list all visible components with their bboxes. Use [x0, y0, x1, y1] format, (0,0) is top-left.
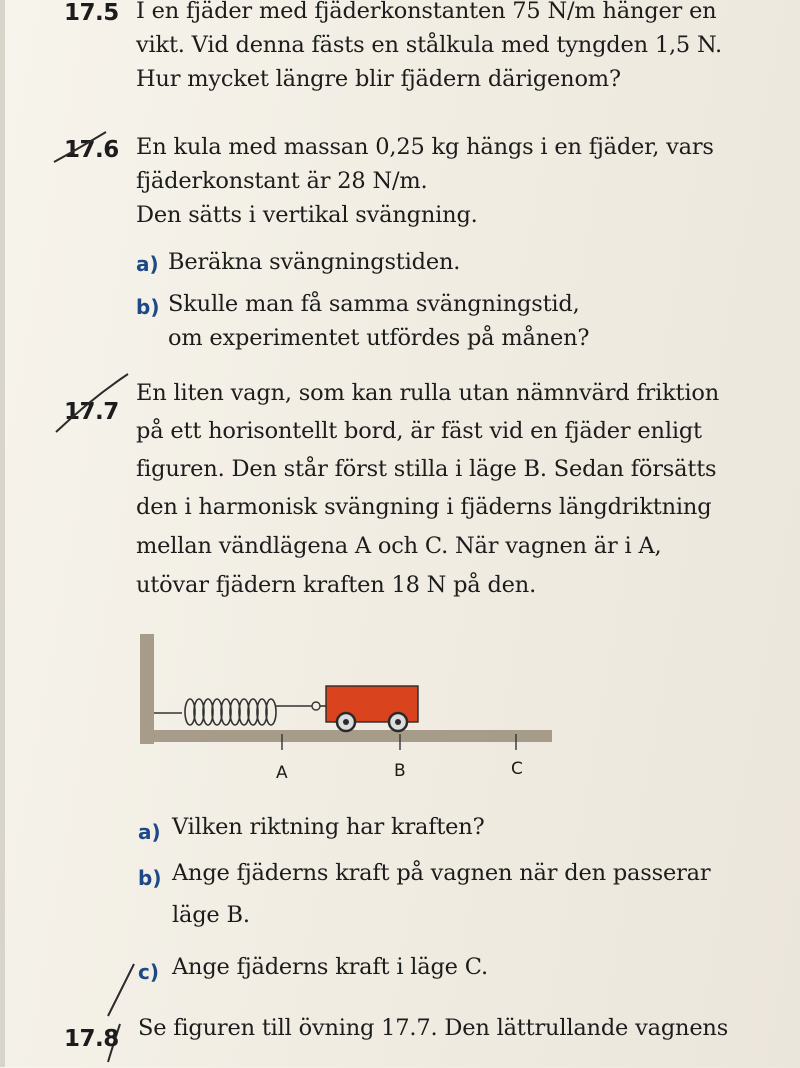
problem-text-line: fjäderkonstant är 28 N/m.	[136, 168, 428, 194]
page-margin-line	[0, 0, 5, 1067]
subquestion-label-a: a)	[136, 252, 159, 276]
wall	[140, 634, 154, 744]
spring-icon	[185, 699, 276, 725]
position-label-a: A	[276, 763, 288, 783]
subquestion-text: Vilken riktning har kraften?	[172, 814, 485, 840]
problem-text-line: Hur mycket längre blir fjädern därigenom?	[136, 66, 621, 92]
problem-number: 17.5	[64, 0, 119, 26]
check-mark-icon	[52, 370, 132, 440]
problem-text-line: mellan vändlägena A och C. När vagnen är i A,	[136, 533, 662, 559]
cart-icon	[326, 686, 418, 731]
subquestion-text: Beräkna svängningstiden.	[168, 249, 461, 275]
problem-number: 17.8	[64, 1026, 119, 1052]
subquestion-label-b: b)	[138, 866, 162, 890]
problem-text-line: Den sätts i vertikal svängning.	[136, 202, 478, 228]
subquestion-label-b: b)	[136, 295, 160, 319]
subquestion-label-a: a)	[138, 820, 161, 844]
subquestion-text: Skulle man få samma svängningstid,	[168, 291, 580, 317]
problem-text-line: En liten vagn, som kan rulla utan nämnvärd friktion	[136, 380, 720, 406]
problem-number: 17.7	[64, 399, 119, 425]
problem-number: 17.6	[64, 137, 119, 163]
problem-text-line: I en fjäder med fjäderkonstanten 75 N/m hänger en	[136, 0, 717, 24]
problem-text-line: på ett horisontellt bord, är fäst vid en fjäder enligt	[136, 418, 702, 444]
subquestion-text: Ange fjäderns kraft i läge C.	[172, 954, 488, 980]
problem-text-line: En kula med massan 0,25 kg hängs i en fjäder, vars	[136, 134, 714, 160]
problem-text-line: Se figuren till övning 17.7. Den lättrullande vagnens	[138, 1015, 729, 1041]
position-label-c: C	[511, 759, 523, 779]
position-label-b: B	[394, 761, 406, 781]
subquestion-text: om experimentet utfördes på månen?	[168, 325, 590, 351]
problem-text-line: den i harmonisk svängning i fjäderns längdriktning	[136, 494, 712, 520]
subquestion-label-c: c)	[138, 960, 159, 984]
problem-text-line: figuren. Den står först stilla i läge B. Sedan försätts	[136, 456, 717, 482]
subquestion-text: läge B.	[172, 902, 250, 928]
spring-cart-figure	[130, 630, 570, 790]
problem-text-line: utövar fjädern kraften 18 N på den.	[136, 572, 537, 598]
problem-text-line: vikt. Vid denna fästs en stålkula med tyngden 1,5 N.	[136, 32, 722, 58]
subquestion-text: Ange fjäderns kraft på vagnen när den passerar	[172, 860, 711, 886]
check-mark-icon	[50, 128, 110, 168]
